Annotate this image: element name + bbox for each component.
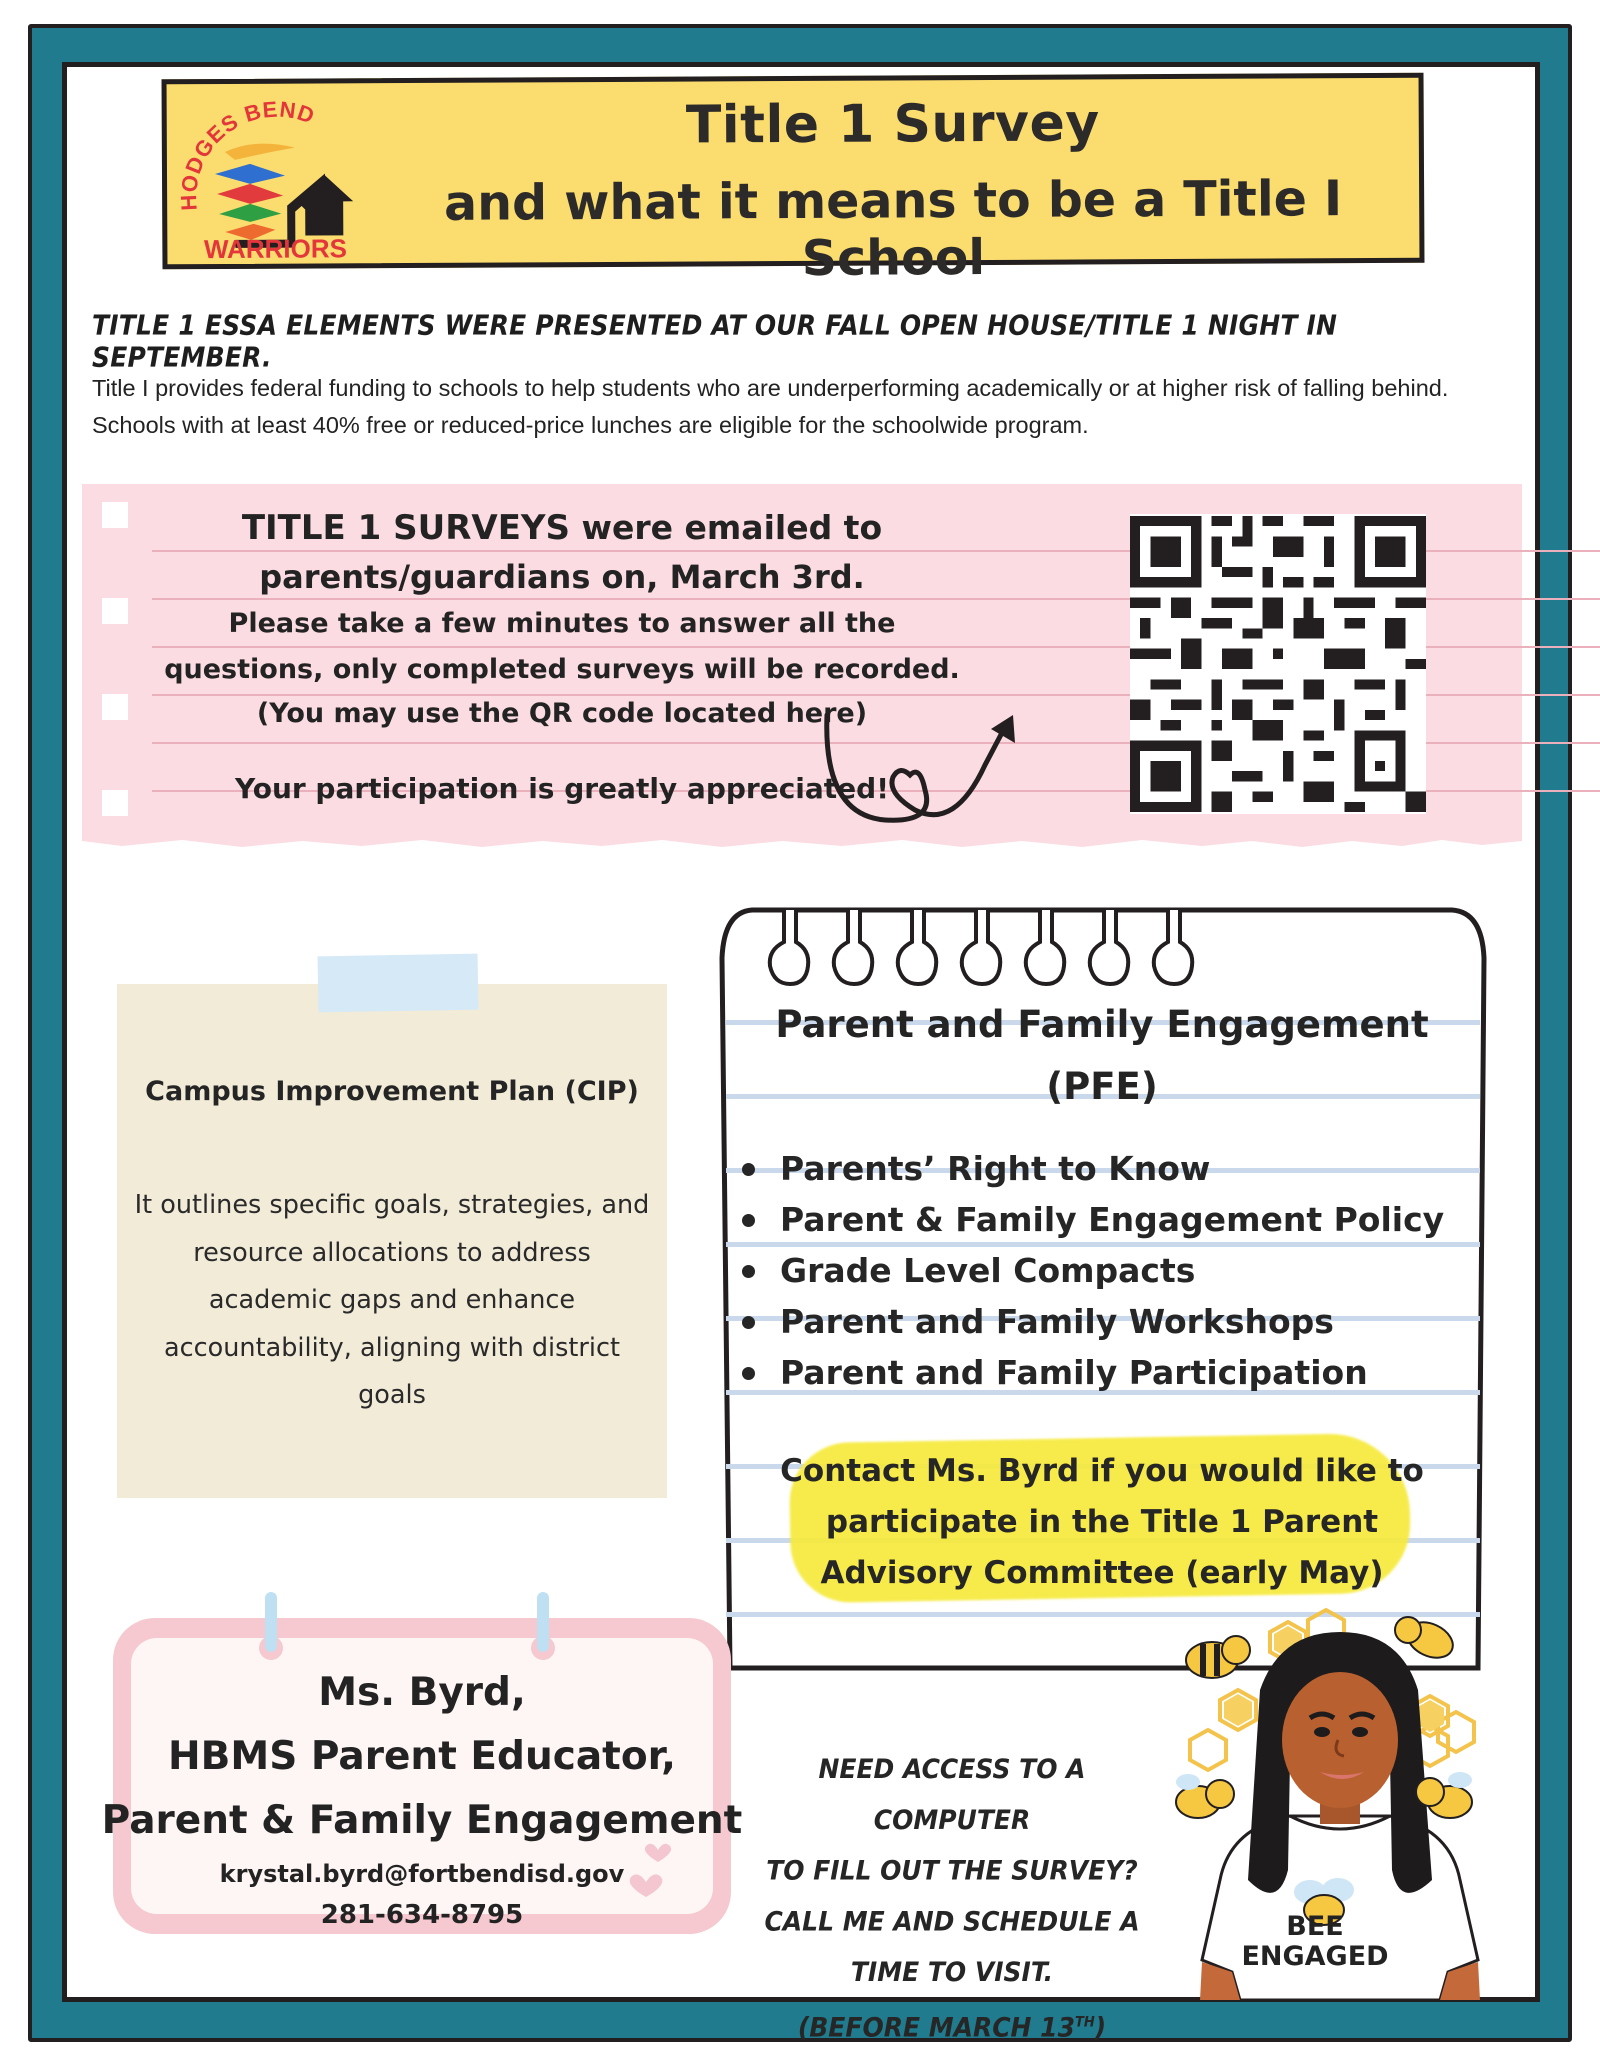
contact-phone[interactable]: 281-634-8795 xyxy=(320,1900,524,1930)
survey-line-1 xyxy=(122,508,1002,548)
hearts-icon xyxy=(628,1830,688,1910)
logo-top-text: HODGES BEND xyxy=(175,96,319,212)
survey-line-2: parents/guardians on, March 3rd. xyxy=(259,558,865,596)
essa-heading: TITLE 1 ESSA ELEMENTS WERE PRESENTED AT OUR FALL OPEN HOUSE/TITLE 1 NIGHT IN SEPTEMBER. xyxy=(92,309,1338,373)
school-logo xyxy=(175,89,376,262)
bullet-icon xyxy=(742,1316,755,1329)
survey-line-6: Your participation is greatly appreciated! xyxy=(235,772,889,805)
warrior-headdress-logo-icon xyxy=(175,89,376,262)
pac-invitation xyxy=(762,1446,1442,1599)
page-subtitle: and what it means to be a Title I School xyxy=(443,170,1343,287)
survey-notice-card xyxy=(82,484,1522,839)
computer-line-1: NEED ACCESS TO A COMPUTER xyxy=(818,1753,1086,1836)
page-title: Title 1 Survey xyxy=(685,93,1100,156)
pfe-notebook xyxy=(712,898,1492,1672)
pfe-title-line-2: (PFE) xyxy=(1046,1065,1158,1108)
pfe-title xyxy=(712,994,1492,1118)
qr-code-icon xyxy=(1130,514,1426,814)
pac-line-2: participate in the Title 1 Parent xyxy=(825,1504,1379,1540)
bullet-icon xyxy=(742,1163,755,1176)
bullet-icon xyxy=(742,1265,755,1278)
computer-line-2: TO FILL OUT THE SURVEY? xyxy=(766,1854,1138,1887)
pfe-title-line-1: Parent and Family Engagement xyxy=(775,1003,1429,1046)
contact-department: Parent & Family Engagement xyxy=(101,1798,743,1843)
pac-line-3: Advisory Committee (early May) xyxy=(820,1555,1384,1591)
computer-line-4: TIME TO VISIT. xyxy=(850,1956,1054,1988)
binder-ring-icon xyxy=(537,1592,549,1652)
survey-line-4: questions, only completed surveys will be recorded. xyxy=(164,654,960,685)
cip-description: It outlines specific goals, strategies, and resource allocations to address academic gaps and enhance accountability, aligning with district goals xyxy=(134,1190,650,1410)
heart-loop-arrow-icon xyxy=(815,695,1055,835)
shirt-slogan: BEE ENGAGED xyxy=(1241,1911,1389,1972)
cip-title: Campus Improvement Plan (CIP) xyxy=(145,1076,639,1107)
bee-icon xyxy=(1395,1615,1459,1664)
survey-line-5: (You may use the QR code located here) xyxy=(256,698,868,729)
survey-line-3: Please take a few minutes to answer all the xyxy=(228,608,896,639)
essa-description: Title I provides federal funding to schools to help students who are underperforming academically or at higher risk of falling behind. Schools with at least 40% free or reduced-price lunches are eligible for the schoolwide program. xyxy=(92,375,1449,438)
cip-card xyxy=(117,984,667,1498)
pfe-list-item: Grade Level Compacts xyxy=(734,1245,1444,1296)
logo-bottom-text: WARRIORS xyxy=(203,233,347,263)
contact-name: Ms. Byrd, xyxy=(318,1670,526,1715)
computer-line-5: (BEFORE MARCH 13TH) xyxy=(797,2011,1107,2044)
header-banner xyxy=(162,73,1425,287)
binder-ring-icon xyxy=(265,1592,277,1652)
pfe-list-item: Parent & Family Engagement Policy xyxy=(734,1194,1444,1245)
pfe-list-item: Parents’ Right to Know xyxy=(734,1143,1444,1194)
bee-icon xyxy=(1186,1636,1250,1678)
computer-line-3: CALL ME AND SCHEDULE A xyxy=(764,1905,1140,1937)
survey-qr-code[interactable] xyxy=(1130,514,1426,814)
pfe-list-item: Parent and Family Participation xyxy=(734,1347,1444,1398)
bullet-icon xyxy=(742,1367,755,1380)
tape-decoration xyxy=(318,954,479,1013)
bee-icon xyxy=(1176,1774,1234,1818)
contact-email-link[interactable]: krystal.byrd@fortbendisd.gov xyxy=(219,1860,625,1888)
torn-edge xyxy=(82,835,1522,853)
computer-access-notice xyxy=(742,1744,1162,2053)
pfe-list xyxy=(734,1143,1444,1398)
pac-line-1: Contact Ms. Byrd if you would like to xyxy=(780,1453,1424,1489)
survey-line-1-rest: were emailed to xyxy=(570,508,883,547)
pfe-list-item: Parent and Family Workshops xyxy=(734,1296,1444,1347)
contact-role: HBMS Parent Educator, xyxy=(168,1734,676,1779)
bullet-icon xyxy=(742,1214,755,1227)
survey-highlight: TITLE 1 SURVEYS xyxy=(241,508,571,548)
